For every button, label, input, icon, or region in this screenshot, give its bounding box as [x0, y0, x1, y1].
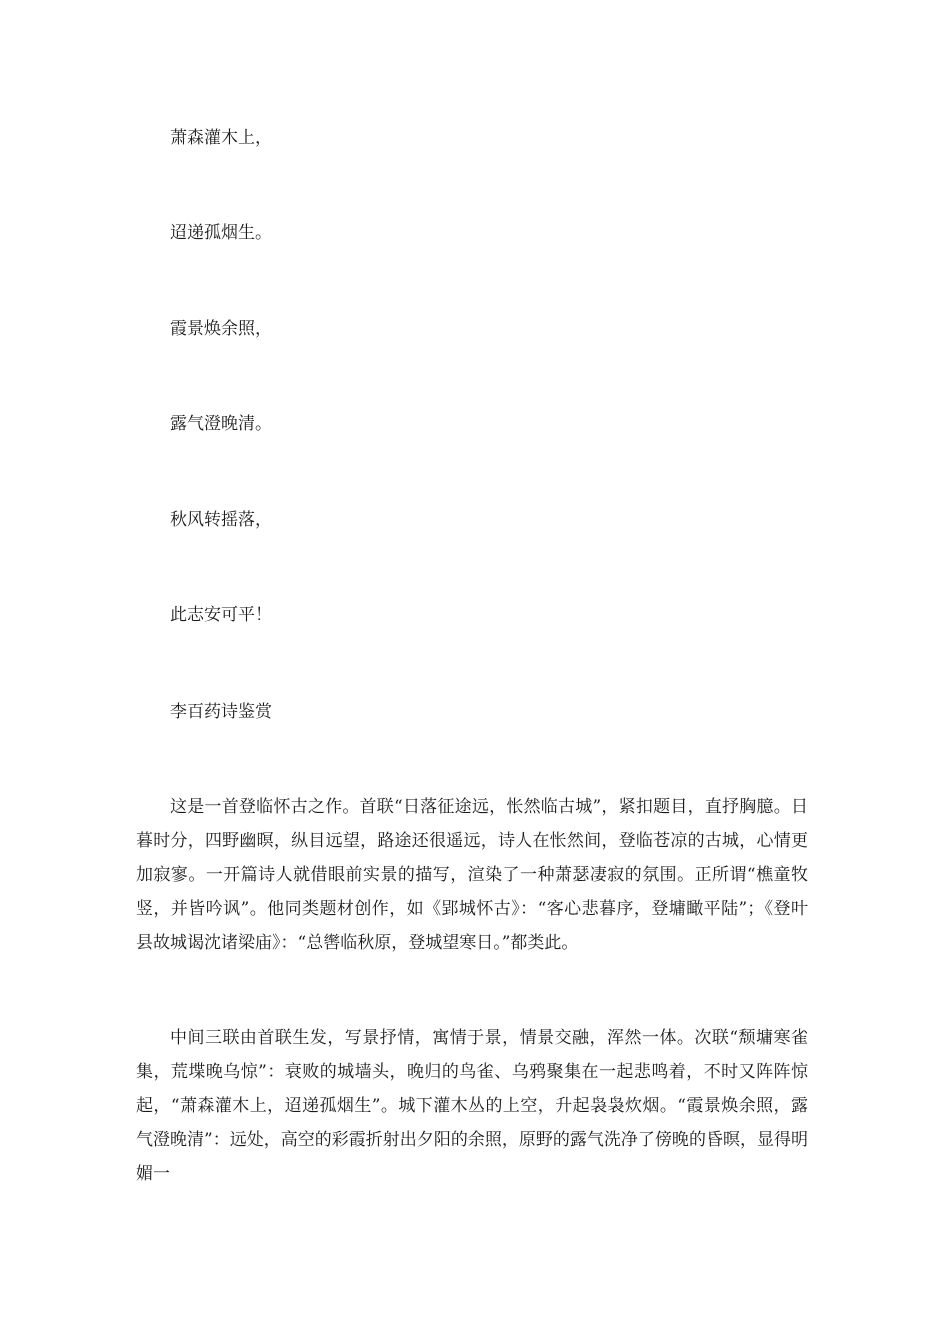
poem-line-4: 露气澄晚清。 [170, 414, 272, 434]
poem-line-3: 霞景焕余照， [170, 319, 272, 339]
paragraph-1: 这是一首登临怀古之作。首联“日落征途远，怅然临古城”，紧扣题目，直抒胸臆。日暮时分，四野幽暝，纵目远望，路途还很遥远，诗人在怅然间，登临苍凉的古城，心情更加寂寥。一开篇诗人就借眼前实景的描写，渲染了一种萧瑟凄寂的氛围。正所谓“樵童牧竖，并皆吟讽”。他同类题材创作，如《郢城怀古》：“客心悲暮序，登墉瞰平陆”；《登叶县故城谒沈诸梁庙》：“总辔临秋原，登城望寒日。”都类此。 [136, 797, 808, 953]
poem-line-2: 迢递孤烟生。 [170, 223, 272, 243]
poem-line-5: 秋风转摇落， [170, 510, 272, 530]
poem-line-6: 此志安可平！ [170, 605, 272, 625]
section-heading: 李百药诗鉴赏 [170, 702, 272, 722]
poem-line-1: 萧森灌木上， [170, 128, 272, 148]
paragraph-2: 中间三联由首联生发，写景抒情，寓情于景，情景交融，浑然一体。次联“颓墉寒雀集，荒堞晚乌惊”：衰败的城墙头，晚归的鸟雀、乌鸦聚集在一起悲鸣着，不时又阵阵惊起，“萧森灌木上，迢递孤烟生”。城下灌木丛的上空，升起袅袅炊烟。“霞景焕余照，露气澄晚清”：远处，高空的彩霞折射出夕阳的余照，原野的露气洗净了傍晚的昏暝，显得明媚一 [136, 1028, 808, 1184]
